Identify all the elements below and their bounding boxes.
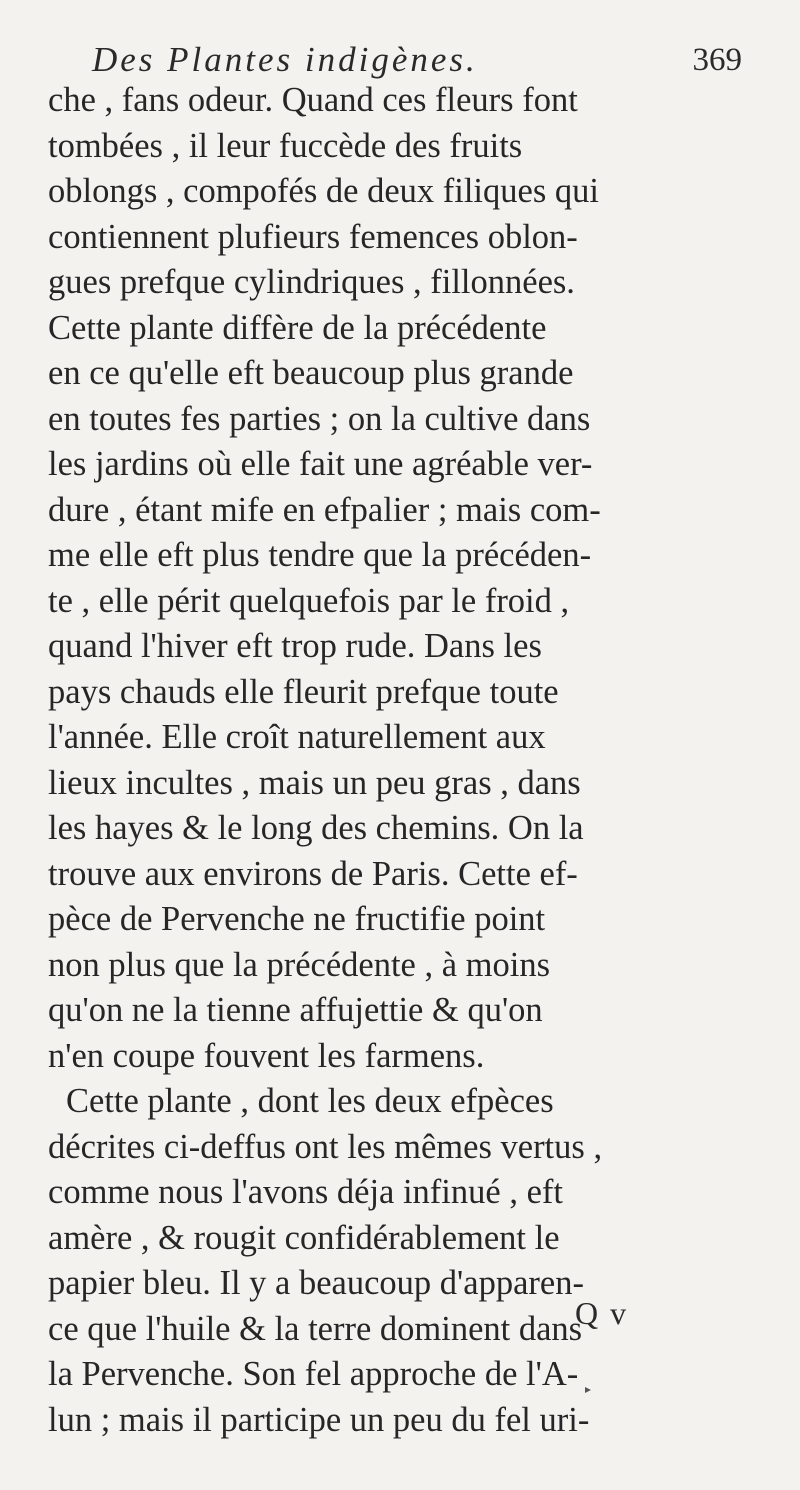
text-line: gues prefque cylindriques , fillonnées. (48, 263, 575, 301)
text-line: ce que l'huile & la terre dominent dans (48, 1309, 583, 1348)
text-line: tombées , il leur fuccède des fruits (48, 126, 523, 165)
text-line: qu'on ne la tienne affujettie & qu'on (48, 991, 543, 1029)
ornament-mark (584, 1386, 592, 1394)
text-line: les jardins où elle fait une agréable ver- (48, 445, 593, 483)
text-line: me elle eft plus tendre que la précéden- (48, 536, 592, 574)
running-head: Des Plantes indigènes. (92, 40, 478, 79)
text-line: amère , & rougit confidérablement le (48, 1218, 560, 1257)
text-line: n'en coupe fouvent les farmens. (48, 1036, 485, 1075)
text-line: non plus que la précédente , à moins (48, 945, 551, 984)
text-line: pays chauds elle fleurit prefque toute (48, 672, 559, 711)
page-body (48, 78, 748, 1443)
text-line: trouve aux environs de Paris. Cette ef- (48, 854, 578, 893)
text-line: quand l'hiver eft trop rude. Dans les (48, 627, 542, 665)
text-line: pèce de Pervenche ne fructifie point (48, 900, 546, 938)
text-line: papier bleu. Il y a beaucoup d'apparen- (48, 1264, 584, 1302)
text-line: en toutes fes parties ; on la cultive dans (48, 399, 591, 438)
text-line: te , elle périt quelquefois par le froid , (48, 581, 570, 620)
signature-mark: Q v (575, 1295, 629, 1331)
text-line: dure , étant mife en efpalier ; mais com- (48, 490, 601, 529)
text-line: comme nous l'avons déja infinué , eft (48, 1173, 563, 1211)
text-line: lun ; mais il participe un peu du fel uri- (48, 1400, 590, 1439)
text-line: décrites ci-deffus ont les mêmes vertus , (48, 1127, 603, 1166)
text-line: contiennent plufieurs femences oblon- (48, 217, 578, 256)
page-number: 369 (692, 42, 742, 78)
text-line: oblongs , compofés de deux filiques qui (48, 172, 599, 210)
text-line: l'année. Elle croît naturellement aux (48, 718, 546, 756)
text-line: les hayes & le long des chemins. On la (48, 809, 584, 847)
text-line: la Pervenche. Son fel approche de l'A- (48, 1355, 579, 1393)
text-line: che , fans odeur. Quand ces fleurs font (48, 81, 578, 119)
paragraph-start-line: Cette plante , dont les deux efpèces (66, 1082, 554, 1120)
text-line: en ce qu'elle eft beaucoup plus grande (48, 354, 574, 392)
text-line: Cette plante diffère de la précédente (48, 308, 547, 347)
text-line: lieux incultes , mais un peu gras , dans (48, 763, 581, 802)
